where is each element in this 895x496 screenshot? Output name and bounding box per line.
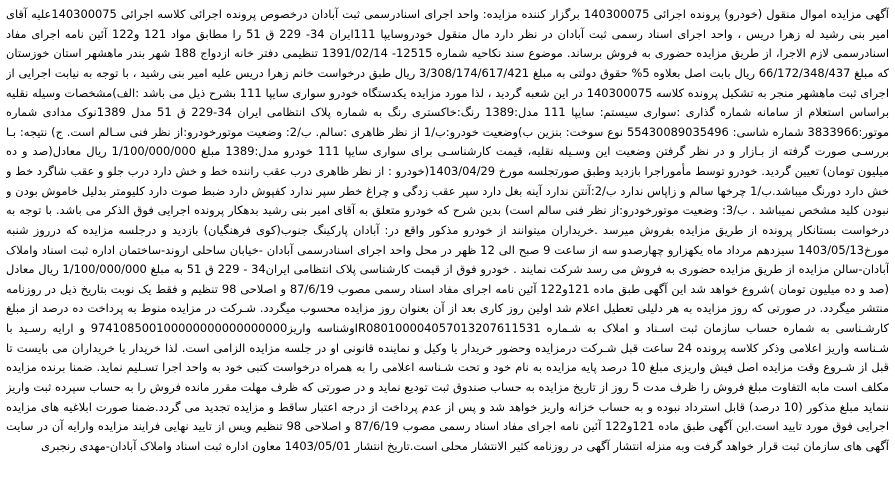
auction-notice-document (6, 5, 889, 486)
auction-notice-text: آگهی مزایده اموال منقول (خودرو) پرونده اجرائی 140300075 برگزار کننده مزایده: واحد اجرای اسنادرسمی ثبت آبادان درخصوص پرونده اجرائی کلاسه اجرائی 140300075علیه آقای امیر بنی رشید له زهرا دریس ، واحد اجرای اسناد رسمی ثبت آبادان در نظر دارد مال منقول خودروسایپا 111ایران 34- 229 ق 51 را مطابق مواد 121 و122 آئین نامه اجرای مفاد اسنادرسمی لازم الاجرا، از طریق مزایده حضوری به فروش برساند. موضوع سند نکاحیه شماره 12515- 1391/02/14 تنظیمی دفتر خانه ازدواج 188 شهر بندر ماهشهر استان خوزستان که مبلغ 66/172/348/437 ریال بابت اصل بعلاوه 5% حقوق دولتی به مبلغ 3/308/174/617/421 ریال طبق درخواست خانم زهرا دریس علیه امیر بنی رشید ، با توجه به نیابت اجرایی از اجرای ثبت ماهشهر منجر به تشکیل پرونده کلاسه 140300075 در این شعبه گردید ، لذا مورد مزایده یکدستگاه خودرو سواری سایپا 111 بشرح ذیل می باشد :الف)مشخصات وسیله نقلیه براساس استعلام از سامانه شماره گذاری :سواری سیستم: سایپا 111 مدل:1389 رنگ:خاکستری رنگ به شماره پلاک انتظامی ایران 34-229 ق 51 مدل 1389نوک مدادی شماره موتور:3833966 شماره شاسی: 55430089035496 نوع سوخت: بنزین ب)وضعیت خودرو:ب/1 از نظر ظاهری :سالم. ب/2: وضعیت موتورخودرو:از نظر فنی سـالم است. ج) نتیجه: بـا بررسـی صورت گرفته از بـازار و در نظر گرفتن وضعیت این وسـیله نقلیه، قیمت کارشناسـی برای سواری سایپا 111 خودرو مدل:1389 مبلغ 1/100/000/000 ریال معادل(صد و ده میلیون تومان) تعیین گردید. خودرو توسط مأموراجرا بازدید وطبق صورتجلسه مورخ 1403/04/29(خودرو : از نظر ظاهری درب عقب راننده خط و خش دارد درب جلو و عقب شاگرد خط و خش دارد دورنگ میباشد.ب/1 چرخها سالم و زاپاس ندارد ب/2:آنتن ندارد آینه بغل دارد سپر عقب زدگی و چراغ خطر سپر ندارد کفپوش دارد ضبط صوت دارد کلیومتر بدلیل خاموش بودن و نبودن کلید مشخص نمیباشد . ب/3: وضعیت موتورخودرو:از نظر فنی سالم است) بدین شرح که خودرو متعلق به آقای امیر بنی رشید بدهکار پرونده اجرایی فوق الذکر می باشد. با توجه به درخواست بستانکار پرونده از طریق مزایده بفروش میرسد .خریداران میتوانند از خودرو مذکور واقع در: آبادان پارکینگ جنوب(کوی فرهنگیان) بازدید و درجلسه مزایده که درروز شنبه مورخ1403/05/13 سیزدهم مرداد ماه یکهزارو چهارصدو سه از ساعت 9 صبح الی 12 ظهر در محل واحد اجرای اسنادرسمی آبادان -خیابان ساحلی اروند-ساختمان اداره ثبت اسناد واملاک آبادان-سالن مزایده از طریق مزایده حضوری به فروش می رسد شرکت نمایند . خودرو فوق از قیمت کارشناسی پلاک انتظامی ایران34 - 229 ق 51 به مبلغ 1/100/000/000 ریال معادل (صد و ده میلیون تومان )شروع خواهد شد این آگهی طبق ماده 121و122 آئین نامه اجرای مفاد اسناد رسمی مصوب 87/6/19 و اصلاحی 98 تنظیم و فقط یک نوبت بتاریخ ذیل در روزنامه منتشر میگردد. در صورتی که روز مزایده به هر دلیلی تعطیل اعلام شد اولین روز کاری بعد از آن بعنوان روز مزایده محسوب میگردد. شـرکت در مزایده منوط به پرداخت ده درصد از مبلغ کارشـناسی به شماره حساب سازمان ثبت اسـناد و املاک به شـماره IR080100004057013207611531وشناسه واریز974108500100000000000000000 و ارایه رسـید با شـناسه واریز اعلامی وذکر کلاسه پرونده 24 ساعت قبل شـرکت درمزایده وحضور خریدار یا وکیل و نماینده قانونی او در جلسه مزایده الزامی است. لذا خریدار یا خریداران می بایست تا قبل از شـروع وقت مزایده اصل فیش واریزی مبلغ 10 درصد پایه مزایده به نام خود و تحت شـناسه اعلامی را به همراه درخواست کتبی خود به واحد اجرا تسـلیم نماید. ضمنا برنده مزایده مکلف است مابه التفاوت مبلغ فروش را ظرف مدت 5 روز از تاریخ مزایده به حساب صندوق ثبت تودیع نماید و در صورتی که ظرف مهلت مقرر مانده فروش را به حساب سپرده ثبت واریز ننماید مبلغ مذکور (10 درصد) قابل استرداد نبوده و به حساب خزانه واریز خواهد شد و پس از عدم پرداخت از درجه اعتبار ساقط و مزایده تجدید می گردد.ضمنا صورت ابلاغیه های مزایده اجرایی فوق مورد تایید است.این آگهی طبق ماده 121و122 آئین نامه اجرای مفاد اسناد رسمی مصوب 87/6/19 و اصلاحی 98 تنظیم ویس از تایید نهایی فرایند مزایده وارایه آن در سایت آگهی های سازمان ثبت قرار خواهد گرفت وبه منزله انتشار آگهی در روزنامه کثیر الانتشار محلی است.تاریخ انتشار 1403/05/01 معاون اداره ثبت اسناد واملاک آبادان-مهدی رنجبری (6, 7, 889, 453)
